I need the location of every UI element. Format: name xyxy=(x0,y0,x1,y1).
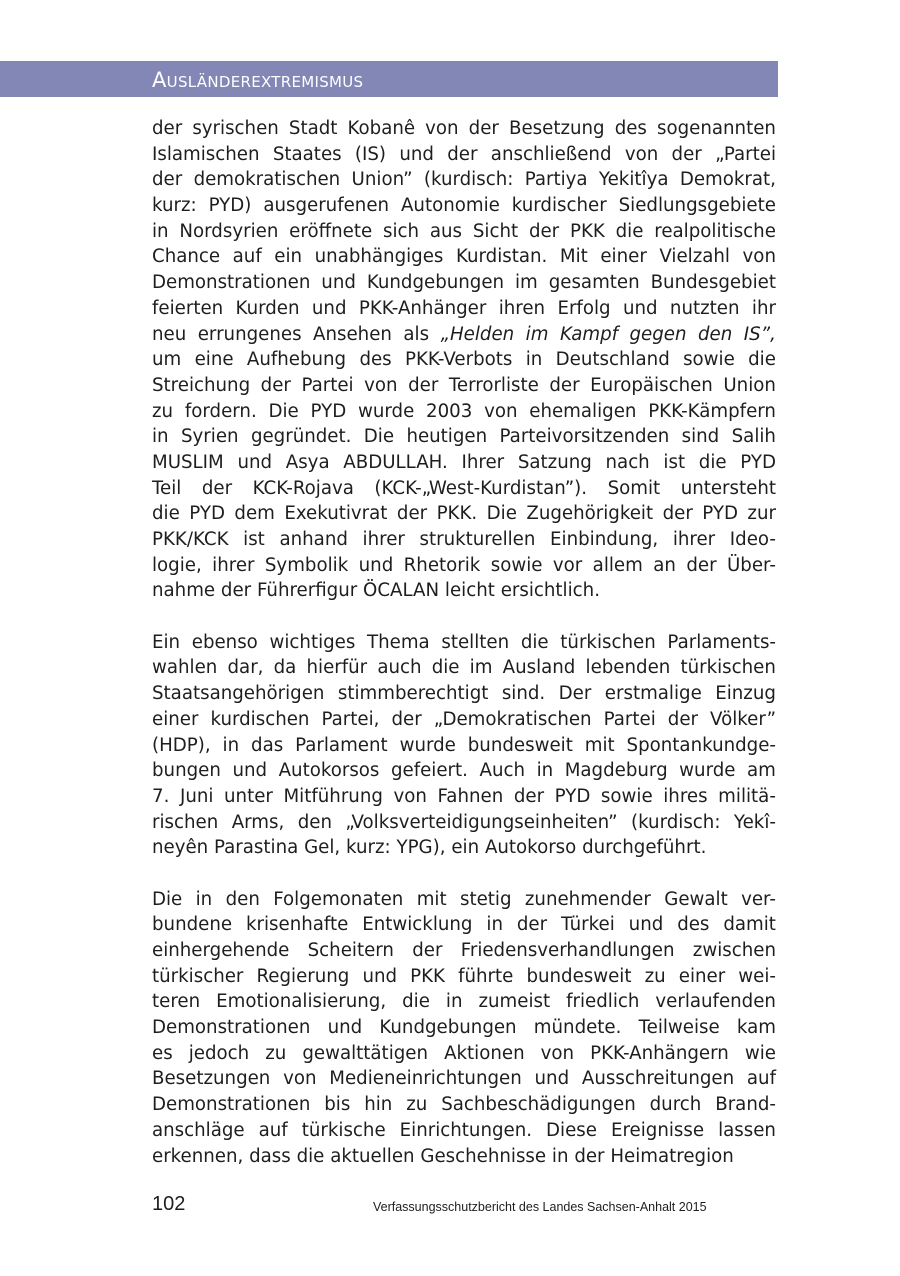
text-line: neyên Parastina Gel, kurz: YPG), ein Autokorso durchgeführt. xyxy=(152,837,707,859)
text-line: erkennen, dass die aktuellen Geschehnisse in der Heimatregion xyxy=(152,1145,734,1167)
text-line: rischen Arms, den „Volksverteidigungseinheiten” (kurdisch: Yekî- xyxy=(152,811,776,833)
text-line: Chance auf ein unabhängiges Kurdistan. Mit einer Vielzahl von xyxy=(152,246,776,268)
text-line: Teil der KCK-Rojava (KCK-„West-Kurdistan”). Somit untersteht xyxy=(152,477,776,499)
text-line: Ein ebenso wichtiges Thema stellten die türkischen Parlaments- xyxy=(152,631,776,653)
text-line: Besetzungen von Medieneinrichtungen und Ausschreitungen auf xyxy=(152,1068,776,1090)
text-line: es jedoch zu gewalttätigen Aktionen von PKK-Anhängern wie xyxy=(152,1042,776,1064)
text-line: Demonstrationen und Kundgebungen im gesamten Bundesgebiet xyxy=(152,272,776,294)
text-line: neu errungenes Ansehen als „Helden im Kampf gegen den IS”, xyxy=(152,323,776,345)
paragraph xyxy=(152,116,776,604)
text-line: PKK/KCK ist anhand ihrer strukturellen Einbindung, ihrer Ideo- xyxy=(152,529,776,550)
text-line: kurz: PYD) ausgerufenen Autonomie kurdischer Siedlungsgebiete xyxy=(152,195,776,217)
body-text xyxy=(152,116,776,1169)
text-line: türkischer Regierung und PKK führte bundesweit zu einer wei- xyxy=(152,965,776,987)
text-line: (HDP), in das Parlament wurde bundesweit mit Spontankundge- xyxy=(152,734,776,756)
page-number: 102 xyxy=(152,1193,186,1215)
text-line: Die in den Folgemonaten mit stetig zunehmender Gewalt ver- xyxy=(152,888,776,910)
text-line: teren Emotionalisierung, die in zumeist friedlich verlaufenden xyxy=(152,991,776,1013)
text-line: logie, ihrer Symbolik und Rhetorik sowie vor allem an der Über- xyxy=(152,554,776,576)
text-line: Staatsangehörigen stimmberechtigt sind. Der erstmalige Einzug xyxy=(152,683,776,705)
text-line: der syrischen Stadt Kobanê von der Besetzung des sogenannten xyxy=(152,118,776,139)
text-line: in Syrien gegründet. Die heutigen Parteivorsitzenden sind Salih xyxy=(152,426,776,448)
text-line: einer kurdischen Partei, der „Demokratischen Partei der Völker” xyxy=(152,708,776,730)
text-line: anschläge auf türkische Einrichtungen. Diese Ereignisse lassen xyxy=(152,1119,776,1141)
text-line: in Nordsyrien eröffnete sich aus Sicht der PKK die realpolitische xyxy=(152,220,776,242)
text-line: die PYD dem Exekutivrat der PKK. Die Zugehörigkeit der PYD zur xyxy=(152,503,776,525)
text-line: um eine Aufhebung des PKK-Verbots in Deutschland sowie die xyxy=(152,349,776,371)
text-line: der demokratischen Union” (kurdisch: Partiya Yekitîya Demokrat, xyxy=(152,169,776,191)
text-line: feierten Kurden und PKK-Anhänger ihren Erfolg und nutzten ihr xyxy=(152,297,776,319)
text-line: Streichung der Partei von der Terrorliste der Europäischen Union xyxy=(152,374,776,396)
text-line: Demonstrationen und Kundgebungen mündete. Teilweise kam xyxy=(152,1017,776,1039)
footer-source: Verfassungsschutzbericht des Landes Sachsen-Anhalt 2015 xyxy=(373,1200,707,1214)
text-line: wahlen dar, da hierfür auch die im Ausland lebenden türkischen xyxy=(152,657,776,679)
text-line: nahme der Führerfigur ÖCALAN leicht ersichtlich. xyxy=(152,580,600,602)
text-line: MUSLIM und Asya ABDULLAH. Ihrer Satzung nach ist die PYD xyxy=(152,451,776,473)
text-line: einhergehende Scheitern der Friedensverhandlungen zwischen xyxy=(152,940,776,961)
section-title: Ausländerextremismus xyxy=(152,68,364,92)
section-header-band xyxy=(0,61,778,97)
text-line: bundene krisenhafte Entwicklung in der Türkei und des damit xyxy=(152,914,776,936)
paragraph xyxy=(152,630,776,861)
text-line: Demonstrationen bis hin zu Sachbeschädigungen durch Brand- xyxy=(152,1094,776,1116)
text-line: bungen und Autokorsos gefeiert. Auch in Magdeburg wurde am xyxy=(152,760,776,782)
text-line: zu fordern. Die PYD wurde 2003 von ehemaligen PKK-Kämpfern xyxy=(152,400,776,422)
text-line: 7. Juni unter Mitführung von Fahnen der PYD sowie ihres militä- xyxy=(152,785,776,807)
text-line: Islamischen Staates (IS) und der anschließend von der „Partei xyxy=(152,143,776,165)
paragraph xyxy=(152,887,776,1170)
